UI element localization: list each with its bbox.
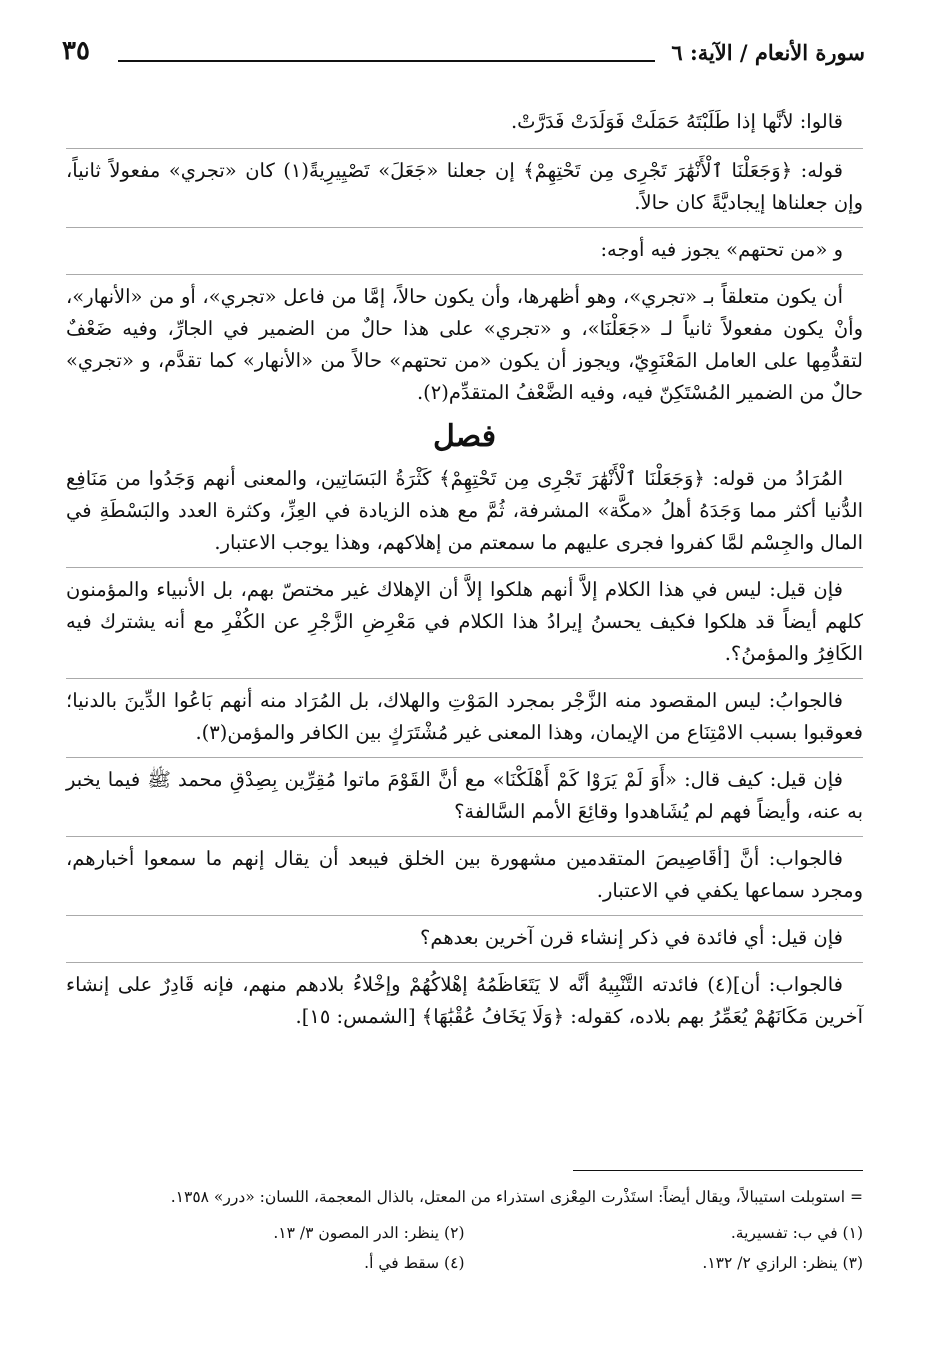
page-number: ٣٥: [62, 36, 90, 66]
paragraph: المُرَادُ من قوله: ﴿وَجَعَلْنَا ٱلْأَنْهَٰرَ تَجْرِى مِن تَحْتِهِمْ﴾ كَثْرَةُ البَسَاتِين، والمعنى أنهم وَجَدُوا من مَنَافِع الدُّنيا أكثر مما وَجَدَهُ أهلُ «مكَّة» المشرفة، ثُمَّ مع هذه الزيادة في العِزِّ، وكثرة العدد والبَسْطَةِ في المال والجِسْم لمَّا كفروا فجرى عليهم ما سمعتم من إهلاكهم، وهذا يوجب الاعتبار.: [66, 467, 863, 554]
divider: [66, 567, 863, 568]
footnote-2: (٢) ينظر: الدر المصون ٣/ ١٣.: [273, 1224, 465, 1242]
footnote-row: [66, 1250, 863, 1276]
main-text: [66, 106, 863, 1041]
paragraph: فإن قيل: أي فائدة في ذكر إنشاء قرن آخرين بعدهم؟: [420, 926, 843, 949]
paragraph: و «من تحتهم» يجوز فيه أوجه:: [600, 238, 843, 261]
page-header: [62, 36, 865, 76]
divider: [66, 227, 863, 228]
footnote-row: [66, 1220, 863, 1246]
divider: [66, 148, 863, 149]
divider: [66, 757, 863, 758]
divider: [66, 678, 863, 679]
divider: [66, 274, 863, 275]
footnote-rule: [573, 1170, 863, 1171]
footnotes: [66, 1184, 863, 1276]
paragraph: قالوا: لأنَّها إذا طَلَبْتَهُ حَمَلَتْ فَوَلَدَتْ فَدَرَّتْ.: [510, 110, 843, 133]
surah-title: سورة الأنعام / الآية: ٦: [671, 40, 865, 65]
divider: [66, 915, 863, 916]
footnote-continuation: = استوبلت استيبالاً، ويقال أيضاً: استَذْرت المِعْزى استذراء من المعتل، بالذال المعجمة، اللسان: «درر» ١٣٥٨.: [170, 1188, 863, 1206]
paragraph: فالجواب: أنَّ [أقَاصِيصَ المتقدمين مشهورة بين الخلق فيبعد أن يقال إنهم ما سمعوا أخبارهم، ومجرد سماعها يكفي في الاعتبار.: [66, 847, 863, 902]
footnote-3: (٣) ينظر: الرازي ٢/ ١٣٢.: [702, 1254, 863, 1272]
footnote-1: (١) في ب: تفسيرية.: [730, 1224, 863, 1242]
paragraph: أن يكون متعلقاً بـ «تجري»، وهو أظهرها، وأن يكون حالاً، إمَّا من فاعل «تجري»، أو من «الأنهار»، وأنْ يكون مفعولاً ثانياً لـ «جَعَلْنَا»، و «تجري» على هذا حالٌ من الضمير في الجارِّ، وفيه ضَعْفٌ لتقدُّمِها على العامل المَعْنَوِيّ، ويجوز أن يكون «من تحتهم» حالاً من «الأنهار» كما تقدَّم، و «تجري» حالٌ من الضمير المُسْتَكِنّ فيه، وفيه الضَّعْفُ المتقدِّم(٢).: [66, 285, 863, 404]
divider: [66, 962, 863, 963]
header-rule: [118, 60, 655, 62]
footnote-4: (٤) سقط في أ.: [364, 1254, 465, 1272]
paragraph: فإن قيل: كيف قال: «أَوَ لَمْ يَرَوْا كَمْ أَهْلَكْنَا» مع أنَّ القَوْمَ ماتوا مُقِرِّين بِصِدْقِ محمد ﷺ فيما يخبر به عنه، وأيضاً فهم لم يُشَاهدوا وقائِعَ الأمم السَّالفة؟: [66, 768, 863, 823]
section-heading: فصل: [432, 419, 497, 454]
paragraph: فالجوابُ: ليس المقصود منه الزَّجْر بمجرد المَوْتِ والهلاك، بل المُرَاد منه أنهم بَاعُوا الدِّينَ بالدنيا؛ فعوقبوا بسبب الامْتِنَاع من الإيمان، وهذا المعنى غير مُشْتَرَكٍ بين الكافر والمؤمن(٣).: [66, 689, 863, 744]
divider: [66, 836, 863, 837]
paragraph: فإن قيل: ليس في هذا الكلام إلاَّ أنهم هلكوا إلاَّ أن الإهلاك غير مختصّ بهم، بل الأنبياء والمؤمنون كلهم أيضاً قد هلكوا فكيف يحسنُ إيرادُ هذا الكلام في مَعْرِضِ الزَّجْرِ عن الكُفْرِ مع أنه يشترك فيه الكَافِرُ والمؤمنُ؟.: [66, 578, 863, 665]
paragraph: قوله: ﴿وَجَعَلْنَا ٱلْأَنْهَٰرَ تَجْرِى مِن تَحْتِهِمْ﴾ إن جعلنا «جَعَلَ» تَصْيِيرِيةً(١) كان «تجري» مفعولاً ثانياً، وإن جعلناها إيجاديَّةً كان حالاً.: [66, 159, 863, 214]
paragraph: فالجواب: أن](٤) فائدته التَّنْبِيهُ أنَّه لا يَتَعَاظَمُهُ إهْلاكُهُمْ وإخْلاءُ بلادهم منهم، فإنه قَادِرٌ على إنشاء آخرين مَكَانَهُمْ يُعَمِّرُ بهم بلاده، كقوله: ﴿وَلَا يَخَافُ عُقْبَٰهَا﴾ [الشمس: ١٥].: [66, 973, 863, 1028]
